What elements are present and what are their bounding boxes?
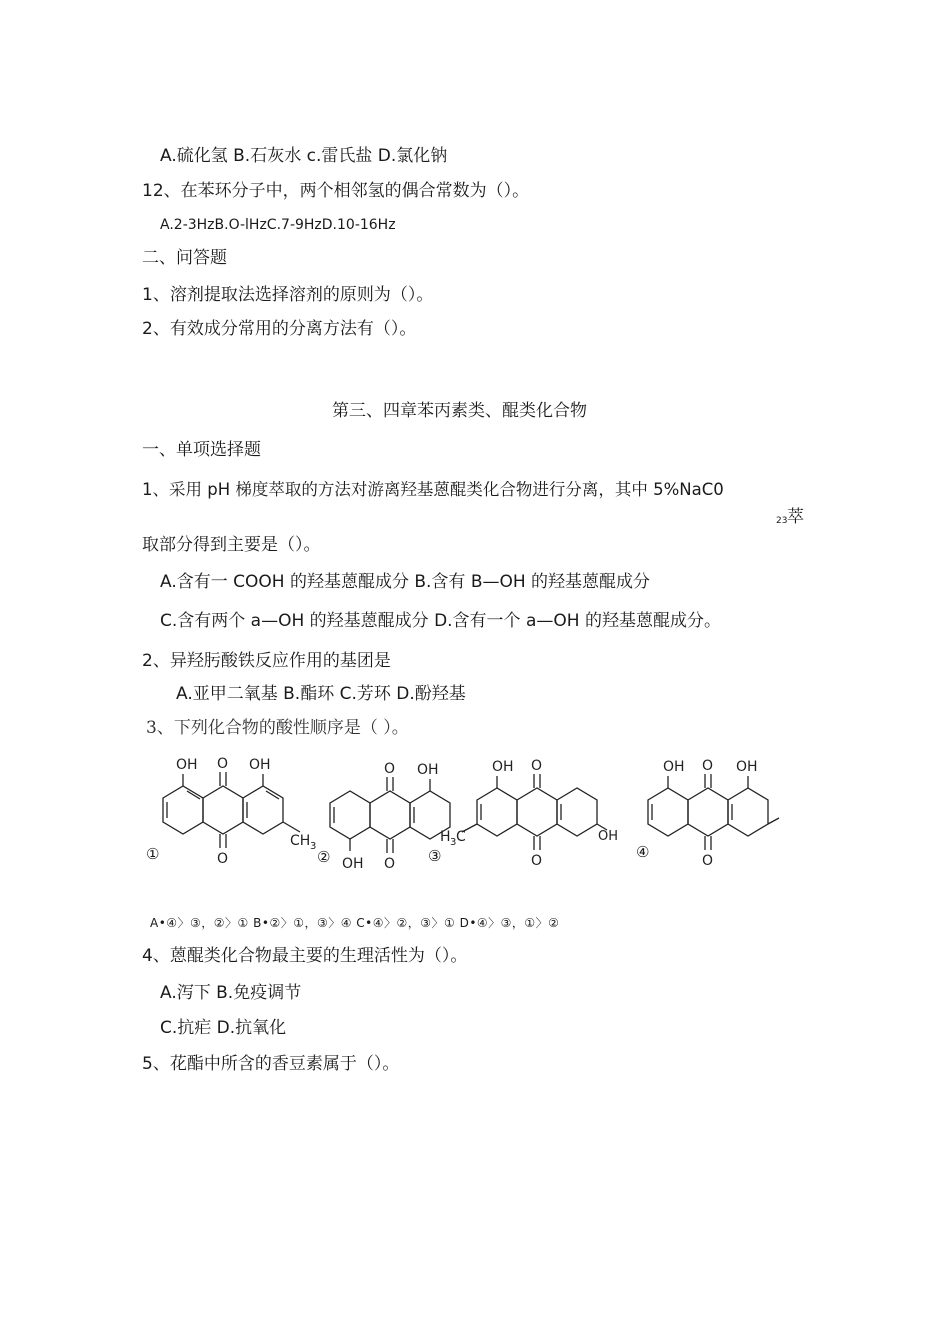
chapter-title: 第三、四章苯丙素类、醌类化合物: [332, 401, 587, 421]
option-line-q12: A.2-3HzB.O-lHzC.7-9HzD.10-16Hz: [160, 217, 396, 233]
structure-3-image: [440, 752, 619, 872]
structure-label-2: ②: [317, 848, 331, 866]
question-12: 12、在苯环分子中，两个相邻氢的偶合常数为（）。: [142, 181, 530, 201]
section-heading-single-choice: 一、单项选择题: [142, 440, 261, 460]
qa-question-1: 1、溶剂提取法选择溶剂的原则为（）。: [142, 285, 434, 305]
option-line-q3: A•④〉③，②〉① B•②〉①，③〉④ C•④〉②，③〉① D•④〉③，①〉②: [150, 916, 560, 930]
svg-text:O: O: [384, 761, 396, 777]
question-2: 2、异羟肟酸铁反应作用的基团是: [142, 651, 391, 671]
question-1-continued: 取部分得到主要是（）。: [142, 535, 321, 555]
option-line-q1-cd: C.含有两个 a—OH 的羟基蒽醌成分 D.含有一个 a—OH 的羟基蒽醌成分。: [160, 611, 721, 631]
option-line-q11: A.硫化氢 B.石灰水 c.雷氏盐 D.氯化钠: [160, 146, 448, 166]
svg-text:O: O: [384, 856, 396, 872]
svg-text:OH: OH: [492, 759, 514, 775]
question-1: 1、采用 pH 梯度萃取的方法对游离羟基蒽醌类化合物进行分离，其中 5%NaC0: [142, 480, 724, 499]
question-4: 4、蒽醌类化合物最主要的生理活性为（）。: [142, 946, 468, 966]
option-line-q4-cd: C.抗疟 D.抗氧化: [160, 1018, 287, 1038]
svg-text:C: C: [456, 829, 466, 845]
subscript-23: 23: [776, 516, 788, 526]
question-5: 5、花酯中所含的香豆素属于（）。: [142, 1054, 400, 1074]
svg-text:OH: OH: [736, 759, 758, 775]
option-line-q2: A.亚甲二氧基 B.酯环 C.芳环 D.酚羟基: [176, 684, 466, 704]
svg-text:OH: OH: [176, 757, 198, 773]
svg-text:O: O: [531, 853, 543, 869]
svg-text:O: O: [531, 758, 543, 774]
question-1-tail: 萃: [787, 507, 804, 527]
section-heading-qa: 二、问答题: [142, 248, 227, 268]
svg-text:OH: OH: [249, 757, 271, 773]
svg-text:O: O: [702, 853, 714, 869]
structure-label-3: ③: [428, 847, 442, 865]
svg-text:OH: OH: [598, 829, 619, 844]
svg-text:OH: OH: [663, 759, 685, 775]
svg-text:3: 3: [310, 841, 317, 852]
svg-text:CH: CH: [290, 833, 311, 849]
question-3: 3、下列化合物的酸性顺序是（ ）。: [146, 718, 409, 738]
option-line-q1-ab: A.含有一 COOH 的羟基蒽醌成分 B.含有 B—OH 的羟基蒽醌成分: [160, 572, 651, 592]
svg-text:O: O: [217, 851, 229, 867]
qa-question-2: 2、有效成分常用的分离方法有（）。: [142, 319, 417, 339]
svg-text:OH: OH: [342, 856, 364, 872]
structure-1-image: [150, 750, 320, 870]
svg-text:H: H: [440, 829, 451, 845]
svg-text:O: O: [217, 756, 229, 772]
svg-text:3: 3: [450, 837, 457, 848]
svg-text:O: O: [702, 758, 714, 774]
structure-4-image: [645, 752, 785, 872]
structure-label-1: ①: [146, 845, 160, 863]
svg-text:OH: OH: [417, 762, 439, 778]
option-line-q4-ab: A.泻下 B.免疫调节: [160, 983, 302, 1003]
structure-label-4: ④: [636, 843, 650, 861]
